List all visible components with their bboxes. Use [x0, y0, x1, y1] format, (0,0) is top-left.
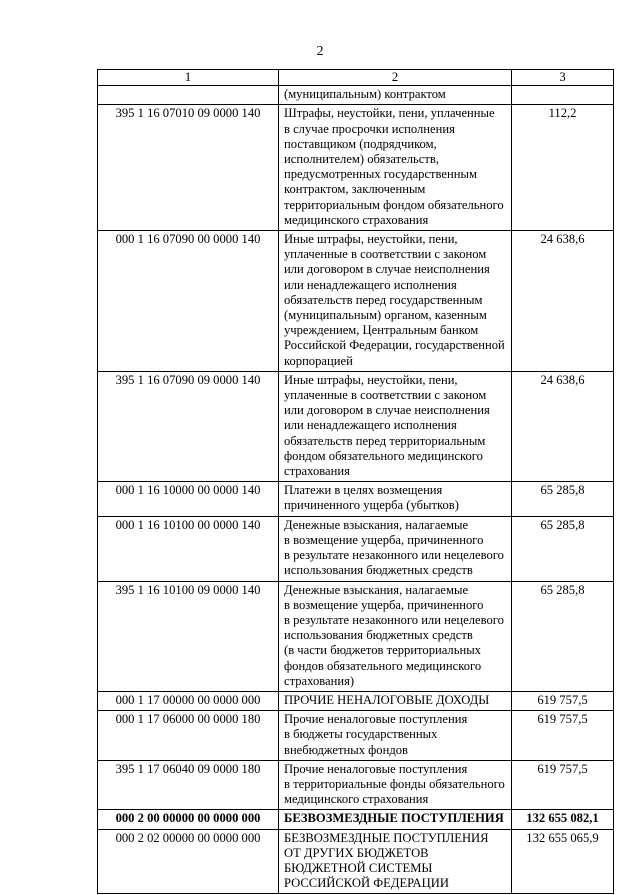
budget-code: 000 1 16 07090 00 0000 140	[98, 231, 279, 372]
table-body	[98, 70, 614, 894]
amount: 24 638,6	[512, 231, 614, 372]
revenue-name-line: Платежи в целях возмещения	[284, 483, 443, 498]
revenue-name-line: Денежные взыскания, налагаемые	[284, 517, 469, 532]
table-row	[98, 86, 614, 105]
revenue-name-line: БЮДЖЕТНОЙ СИСТЕМЫ	[284, 860, 433, 875]
revenue-name-line: БЕЗВОЗМЕЗДНЫЕ ПОСТУПЛЕНИЯ	[284, 830, 489, 845]
revenue-name-line: фондом обязательного медицинского	[284, 448, 483, 463]
amount: 65 285,8	[512, 581, 614, 691]
table-row	[98, 231, 614, 372]
revenue-name-line: или договором в случае неисполнения	[284, 403, 490, 418]
amount	[512, 86, 614, 105]
revenue-name-line: (муниципальным) контрактом	[284, 87, 446, 102]
table-header-row	[98, 70, 614, 86]
revenue-name	[279, 516, 512, 581]
budget-code: 000 2 02 00000 00 0000 000	[98, 829, 279, 894]
revenue-name-line: Денежные взыскания, налагаемые	[284, 582, 469, 597]
revenue-name-line: РОССИЙСКОЙ ФЕДЕРАЦИИ	[284, 876, 449, 891]
table-row	[98, 760, 614, 810]
amount: 65 285,8	[512, 482, 614, 516]
revenue-name	[279, 482, 512, 516]
revenue-name	[279, 371, 512, 481]
table-row	[98, 691, 614, 710]
revenue-name-line: контрактом, заключенным	[284, 182, 426, 197]
revenue-name-line: Российской Федерации, государственной	[284, 338, 505, 353]
budget-code: 000 1 16 10000 00 0000 140	[98, 482, 279, 516]
revenue-name	[279, 711, 512, 761]
revenue-name-line: фондов обязательного медицинского	[284, 658, 482, 673]
revenue-name-line: ОТ ДРУГИХ БЮДЖЕТОВ	[284, 845, 429, 860]
revenue-name-line: в результате незаконного или нецелевого	[284, 548, 504, 563]
revenue-name-line: использования бюджетных средств	[284, 563, 473, 578]
revenue-name-line: исполнителем) обязательств,	[284, 152, 439, 167]
amount: 619 757,5	[512, 760, 614, 810]
revenue-name-line: Иные штрафы, неустойки, пени,	[284, 372, 458, 387]
table-row	[98, 810, 614, 829]
revenue-name-line: обязательств перед территориальным	[284, 433, 486, 448]
revenue-name	[279, 829, 512, 894]
revenue-name	[279, 581, 512, 691]
budget-code: 000 1 17 00000 00 0000 000	[98, 691, 279, 710]
revenue-name-line: страхования	[284, 464, 350, 479]
revenue-name-line: уплаченные в соответствии с законом	[284, 388, 487, 403]
revenue-name-line: Прочие неналоговые поступления	[284, 712, 468, 727]
revenue-name-line: в случае просрочки исполнения	[284, 121, 455, 136]
revenue-name-line: (в части бюджетов территориальных	[284, 643, 481, 658]
revenue-name-line: медицинского страхования	[284, 212, 429, 227]
table-row	[98, 371, 614, 481]
budget-code: 000 1 16 10100 00 0000 140	[98, 516, 279, 581]
revenue-name-line: Прочие неналоговые поступления	[284, 761, 468, 776]
amount: 24 638,6	[512, 371, 614, 481]
revenue-name-line: внебюджетных фондов	[284, 742, 408, 757]
revenue-name-line: медицинского страхования	[284, 792, 429, 807]
revenue-name-line: (муниципальным) органом, казенным	[284, 308, 487, 323]
table-row	[98, 516, 614, 581]
amount: 112,2	[512, 105, 614, 231]
revenue-name-line: территориальным фондом обязательного	[284, 197, 504, 212]
header-col-3: 3	[512, 70, 614, 86]
revenue-name-line: уплаченные в соответствии с законом	[284, 247, 487, 262]
budget-code: 395 1 16 10100 09 0000 140	[98, 581, 279, 691]
amount: 132 655 082,1	[512, 810, 614, 829]
table-row	[98, 105, 614, 231]
revenue-name-line: или ненадлежащего исполнения	[284, 418, 457, 433]
revenue-name-line: обязательств перед государственным	[284, 292, 483, 307]
revenue-name-line: в территориальные фонды обязательного	[284, 776, 505, 791]
revenue-name-line: или договором в случае неисполнения	[284, 262, 490, 277]
revenue-name-line: или ненадлежащего исполнения	[284, 277, 457, 292]
budget-code: 395 1 17 06040 09 0000 180	[98, 760, 279, 810]
amount: 132 655 065,9	[512, 829, 614, 894]
budget-code: 000 1 17 06000 00 0000 180	[98, 711, 279, 761]
revenue-name-line: Иные штрафы, неустойки, пени,	[284, 232, 458, 247]
revenue-name-line: поставщиком (подрядчиком,	[284, 136, 437, 151]
revenue-name-line: в результате незаконного или нецелевого	[284, 612, 504, 627]
revenue-name-line: Штрафы, неустойки, пени, уплаченные	[284, 106, 495, 121]
revenue-name-line: использования бюджетных средств	[284, 628, 473, 643]
amount: 65 285,8	[512, 516, 614, 581]
revenue-name	[279, 810, 512, 829]
budget-code: 395 1 16 07010 09 0000 140	[98, 105, 279, 231]
amount: 619 757,5	[512, 711, 614, 761]
budget-code	[98, 86, 279, 105]
revenue-name-line: в бюджеты государственных	[284, 727, 438, 742]
header-col-1: 1	[98, 70, 279, 86]
budget-code: 395 1 16 07090 09 0000 140	[98, 371, 279, 481]
table-row	[98, 829, 614, 894]
revenue-name-line: в возмещение ущерба, причиненного	[284, 532, 484, 547]
revenue-name-line: в возмещение ущерба, причиненного	[284, 597, 484, 612]
revenue-name-line: учреждением, Центральным банком	[284, 323, 479, 338]
revenue-name	[279, 760, 512, 810]
revenue-name-line: корпорацией	[284, 353, 353, 368]
header-col-2: 2	[279, 70, 512, 86]
revenue-name	[279, 105, 512, 231]
revenue-name	[279, 691, 512, 710]
revenue-name-line: БЕЗВОЗМЕЗДНЫЕ ПОСТУПЛЕНИЯ	[284, 811, 504, 826]
table-row	[98, 711, 614, 761]
revenue-name-line: страхования)	[284, 673, 355, 688]
page-number: 2	[316, 44, 324, 59]
revenue-name-line: причиненного ущерба (убытков)	[284, 498, 459, 513]
revenue-table	[97, 69, 614, 894]
table-row	[98, 581, 614, 691]
table-row	[98, 482, 614, 516]
budget-code: 000 2 00 00000 00 0000 000	[98, 810, 279, 829]
revenue-name-line: ПРОЧИЕ НЕНАЛОГОВЫЕ ДОХОДЫ	[284, 692, 490, 707]
amount: 619 757,5	[512, 691, 614, 710]
revenue-name-line: предусмотренных государственным	[284, 167, 477, 182]
revenue-name	[279, 231, 512, 372]
revenue-name	[279, 86, 512, 105]
